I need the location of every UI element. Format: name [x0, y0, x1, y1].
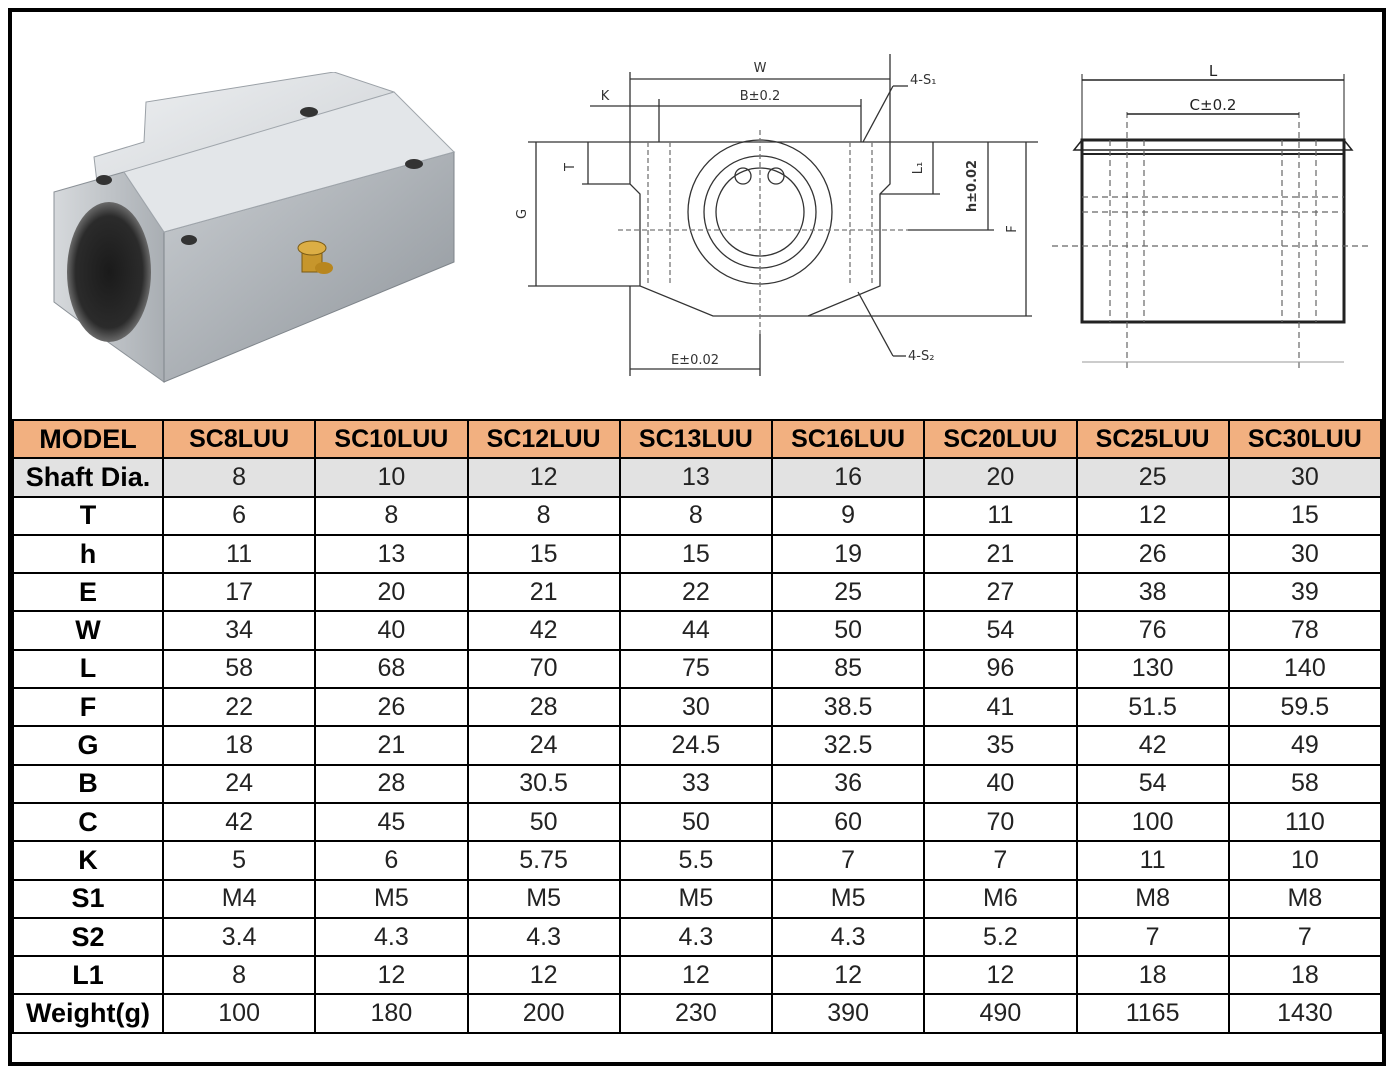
table-cell: M5	[772, 880, 924, 918]
table-cell: 24.5	[620, 726, 772, 764]
header-model-sc20luu: SC20LUU	[924, 420, 1076, 458]
table-cell: 42	[163, 803, 315, 841]
table-cell: 16	[772, 458, 924, 496]
table-cell: 30	[1229, 535, 1381, 573]
table-cell: 9	[772, 497, 924, 535]
table-cell: 1430	[1229, 994, 1381, 1032]
table-cell: 180	[315, 994, 467, 1032]
table-cell: 40	[924, 765, 1076, 803]
row-label: C	[13, 803, 163, 841]
table-row	[13, 535, 1381, 573]
table-row	[13, 841, 1381, 879]
table-row	[13, 765, 1381, 803]
table-cell: 8	[163, 458, 315, 496]
table-cell: 4.3	[468, 918, 620, 956]
table-cell: 200	[468, 994, 620, 1032]
header-model-sc25luu: SC25LUU	[1077, 420, 1229, 458]
table-cell: 58	[1229, 765, 1381, 803]
table-cell: 100	[1077, 803, 1229, 841]
dim-f-label: F	[1005, 225, 1020, 233]
table-cell: 25	[1077, 458, 1229, 496]
table-row	[13, 880, 1381, 918]
table-cell: 7	[1077, 918, 1229, 956]
table-cell: 1165	[1077, 994, 1229, 1032]
table-cell: 78	[1229, 611, 1381, 649]
row-label: h	[13, 535, 163, 573]
table-row	[13, 918, 1381, 956]
table-cell: 45	[315, 803, 467, 841]
table-cell: 41	[924, 688, 1076, 726]
dim-c-label: C±0.2	[1189, 96, 1237, 114]
table-cell: 12	[468, 458, 620, 496]
dim-l1-label: L₁	[911, 161, 926, 175]
table-cell: 54	[1077, 765, 1229, 803]
figures-area	[12, 12, 1382, 417]
table-row	[13, 650, 1381, 688]
table-cell: 85	[772, 650, 924, 688]
table-cell: 3.4	[163, 918, 315, 956]
table-cell: 8	[163, 956, 315, 994]
table-cell: 27	[924, 573, 1076, 611]
table-cell: 75	[620, 650, 772, 688]
table-cell: 30	[620, 688, 772, 726]
table-cell: 59.5	[1229, 688, 1381, 726]
table-cell: 42	[468, 611, 620, 649]
table-cell: 40	[315, 611, 467, 649]
table-cell: 18	[163, 726, 315, 764]
table-cell: 50	[468, 803, 620, 841]
table-cell: 15	[468, 535, 620, 573]
dim-s1-label: 4-S₁	[910, 73, 937, 88]
table-cell: 34	[163, 611, 315, 649]
table-cell: M5	[468, 880, 620, 918]
table-body	[13, 458, 1381, 1032]
table-cell: M5	[315, 880, 467, 918]
header-model-sc12luu: SC12LUU	[468, 420, 620, 458]
header-model-label: MODEL	[13, 420, 163, 458]
table-cell: 22	[163, 688, 315, 726]
table-cell: 28	[468, 688, 620, 726]
table-cell: 6	[315, 841, 467, 879]
table-cell: 60	[772, 803, 924, 841]
table-cell: 4.3	[620, 918, 772, 956]
table-cell: 490	[924, 994, 1076, 1032]
row-label: E	[13, 573, 163, 611]
dim-h-label: h±0.02	[965, 159, 980, 213]
table-cell: 54	[924, 611, 1076, 649]
table-row	[13, 726, 1381, 764]
table-cell: 44	[620, 611, 772, 649]
table-cell: 4.3	[772, 918, 924, 956]
table-cell: 35	[924, 726, 1076, 764]
table-cell: 140	[1229, 650, 1381, 688]
row-label: F	[13, 688, 163, 726]
table-cell: M6	[924, 880, 1076, 918]
table-row	[13, 994, 1381, 1032]
header-row	[13, 420, 1381, 458]
table-cell: 38.5	[772, 688, 924, 726]
row-label: B	[13, 765, 163, 803]
table-cell: 50	[620, 803, 772, 841]
table-cell: 11	[163, 535, 315, 573]
table-cell: 17	[163, 573, 315, 611]
table-cell: M8	[1229, 880, 1381, 918]
table-cell: 21	[315, 726, 467, 764]
row-label: T	[13, 497, 163, 535]
row-label: L	[13, 650, 163, 688]
table-cell: 36	[772, 765, 924, 803]
table-cell: 15	[620, 535, 772, 573]
row-label: L1	[13, 956, 163, 994]
table-cell: 58	[163, 650, 315, 688]
table-cell: 26	[1077, 535, 1229, 573]
table-cell: 50	[772, 611, 924, 649]
header-model-sc8luu: SC8LUU	[163, 420, 315, 458]
header-model-sc13luu: SC13LUU	[620, 420, 772, 458]
table-cell: 42	[1077, 726, 1229, 764]
table-cell: 7	[772, 841, 924, 879]
table-cell: 24	[163, 765, 315, 803]
table-cell: 21	[468, 573, 620, 611]
table-cell: 68	[315, 650, 467, 688]
table-cell: 11	[1077, 841, 1229, 879]
table-cell: 12	[1077, 497, 1229, 535]
table-cell: 10	[1229, 841, 1381, 879]
table-cell: 18	[1229, 956, 1381, 994]
table-cell: 4.3	[315, 918, 467, 956]
table-cell: 5	[163, 841, 315, 879]
table-cell: 24	[468, 726, 620, 764]
row-label: S1	[13, 880, 163, 918]
table-row	[13, 497, 1381, 535]
table-cell: 70	[468, 650, 620, 688]
table-cell: 70	[924, 803, 1076, 841]
table-cell: 5.5	[620, 841, 772, 879]
table-cell: 390	[772, 994, 924, 1032]
table-cell: 5.2	[924, 918, 1076, 956]
table-cell: 39	[1229, 573, 1381, 611]
table-cell: 100	[163, 994, 315, 1032]
table-cell: 76	[1077, 611, 1229, 649]
table-cell: 12	[924, 956, 1076, 994]
table-cell: 12	[315, 956, 467, 994]
side-view-drawing	[1052, 52, 1372, 382]
dim-l-label: L	[1208, 62, 1218, 80]
header-model-sc16luu: SC16LUU	[772, 420, 924, 458]
table-cell: 18	[1077, 956, 1229, 994]
header-model-sc30luu: SC30LUU	[1229, 420, 1381, 458]
table-row	[13, 688, 1381, 726]
dim-b-label: B±0.2	[739, 89, 781, 104]
spec-table	[12, 419, 1382, 1034]
table-cell: 20	[315, 573, 467, 611]
dim-g-label: G	[515, 208, 530, 220]
table-cell: 110	[1229, 803, 1381, 841]
table-cell: 12	[620, 956, 772, 994]
table-cell: 19	[772, 535, 924, 573]
front-view-drawing	[508, 34, 1048, 404]
table-cell: 38	[1077, 573, 1229, 611]
table-cell: 49	[1229, 726, 1381, 764]
table-cell: 26	[315, 688, 467, 726]
table-cell: 12	[468, 956, 620, 994]
row-label: S2	[13, 918, 163, 956]
table-row	[13, 611, 1381, 649]
table-row	[13, 803, 1381, 841]
table-cell: 8	[315, 497, 467, 535]
table-cell: 33	[620, 765, 772, 803]
table-cell: 5.75	[468, 841, 620, 879]
table-cell: 13	[315, 535, 467, 573]
dim-t-label: T	[563, 163, 578, 171]
table-cell: 25	[772, 573, 924, 611]
table-cell: 8	[468, 497, 620, 535]
table-cell: 6	[163, 497, 315, 535]
table-cell: M5	[620, 880, 772, 918]
dim-e-label: E±0.02	[670, 353, 720, 368]
product-photo	[34, 72, 464, 412]
dim-k-label: K	[600, 89, 610, 104]
table-cell: 8	[620, 497, 772, 535]
table-row	[13, 956, 1381, 994]
header-model-sc10luu: SC10LUU	[315, 420, 467, 458]
table-cell: 22	[620, 573, 772, 611]
table-cell: 32.5	[772, 726, 924, 764]
table-cell: 96	[924, 650, 1076, 688]
table-cell: 30.5	[468, 765, 620, 803]
table-cell: M4	[163, 880, 315, 918]
table-cell: 51.5	[1077, 688, 1229, 726]
dim-w-label: W	[753, 61, 767, 76]
dim-s2-label: 4-S₂	[908, 349, 935, 364]
table-cell: M8	[1077, 880, 1229, 918]
table-cell: 230	[620, 994, 772, 1032]
table-cell: 28	[315, 765, 467, 803]
row-label: G	[13, 726, 163, 764]
table-cell: 12	[772, 956, 924, 994]
spec-sheet	[8, 8, 1386, 1066]
table-cell: 7	[1229, 918, 1381, 956]
table-cell: 10	[315, 458, 467, 496]
table-cell: 21	[924, 535, 1076, 573]
row-label: Weight(g)	[13, 994, 163, 1032]
table-cell: 11	[924, 497, 1076, 535]
table-cell: 7	[924, 841, 1076, 879]
table-cell: 13	[620, 458, 772, 496]
row-label: Shaft Dia.	[13, 458, 163, 496]
table-cell: 130	[1077, 650, 1229, 688]
row-label: W	[13, 611, 163, 649]
table-cell: 20	[924, 458, 1076, 496]
table-cell: 15	[1229, 497, 1381, 535]
row-label: K	[13, 841, 163, 879]
table-row	[13, 458, 1381, 496]
table-cell: 30	[1229, 458, 1381, 496]
table-row	[13, 573, 1381, 611]
